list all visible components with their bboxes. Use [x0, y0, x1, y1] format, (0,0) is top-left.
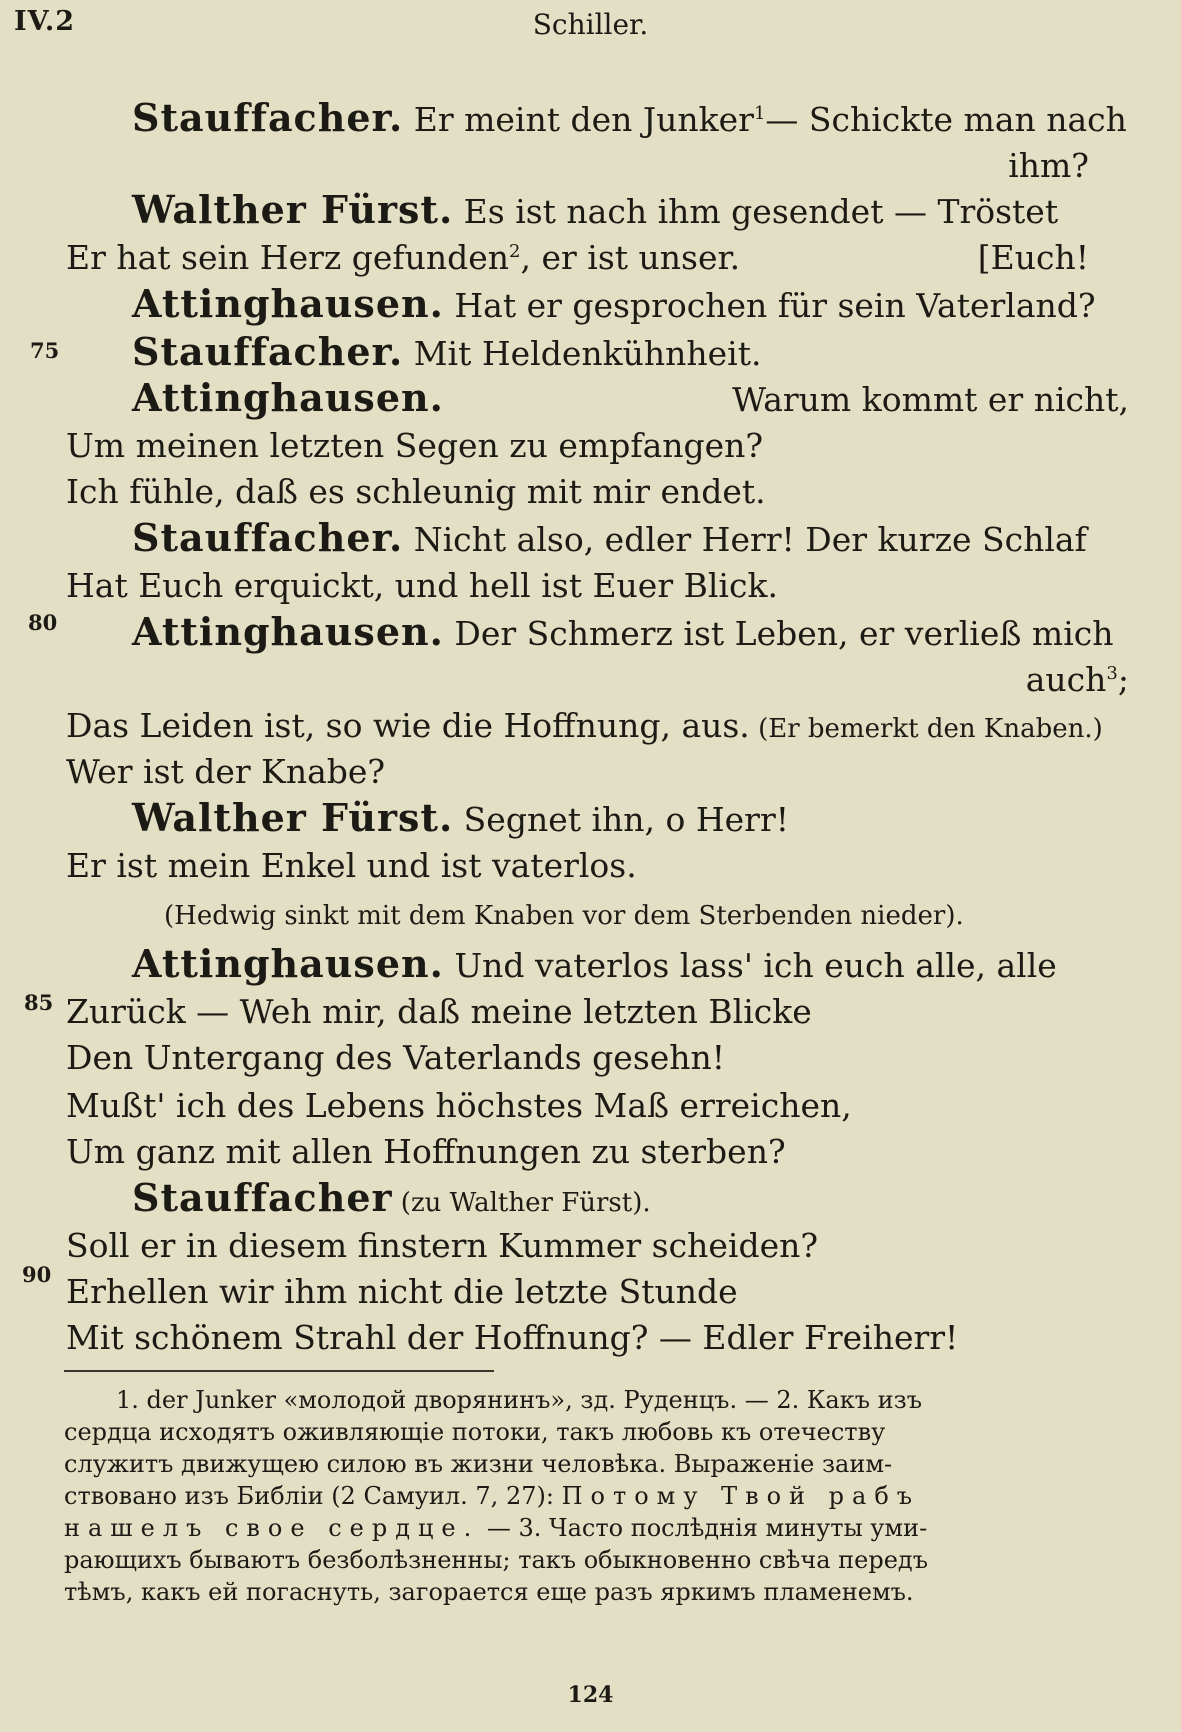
verse-line: Er ist mein Enkel und ist vaterlos.: [66, 846, 637, 885]
footnote-line: рающихъ бываютъ безболѣзненны; такъ обыкновенно свѣча передъ: [64, 1546, 928, 1574]
speaker-name: Stauffacher.: [132, 515, 404, 560]
speaker-name: Walther Fürst.: [132, 795, 454, 840]
verse-line: Attinghausen. Der Schmerz ist Leben, er verließ mich: [132, 609, 1114, 654]
verse-line: Erhellen wir ihm nicht die letzte Stunde: [66, 1272, 738, 1311]
verse-line: [132, 375, 444, 420]
line-number-80: 80: [28, 610, 58, 635]
verse-continuation: ihm?: [1008, 146, 1089, 185]
speaker-name: Attinghausen.: [132, 609, 444, 654]
footnote-line: служитъ движущею силою въ жизни человѣка. Выраженіе заим-: [64, 1450, 893, 1478]
verse-continuation: auch$^3$;: [1025, 660, 1129, 699]
footnote-line: нашелъ свое сердце. — 3. Часто послѣднія минуты уми-: [64, 1514, 928, 1542]
verse-right-part: Warum kommt er nicht,: [732, 380, 1129, 419]
stage-direction: (zu Walther Fürst).: [392, 1188, 651, 1218]
verse-line: Zurück — Weh mir, daß meine letzten Blicke: [66, 992, 812, 1031]
verse-line: Er hat sein Herz gefunden$^2$, er ist unser.: [66, 238, 741, 277]
stage-direction: (Hedwig sinkt mit dem Knaben vor dem Sterbenden nieder).: [164, 901, 964, 931]
stage-direction: (Er bemerkt den Knaben.): [749, 714, 1103, 744]
verse-line: Attinghausen. Hat er gesprochen für sein Vaterland?: [132, 281, 1096, 326]
verse-line: Um meinen letzten Segen zu empfangen?: [66, 426, 764, 465]
line-number-90: 90: [22, 1262, 52, 1287]
footnote-line: 1. der Junker «молодой дворянинъ», зд. Руденцъ. — 2. Какъ изъ: [116, 1386, 922, 1414]
verse-line: Mußt' ich des Lebens höchstes Maß erreichen,: [66, 1086, 852, 1125]
footnotes: [64, 1384, 1129, 1608]
footnote-line: ствовано изъ Библіи (2 Самуил. 7, 27): Потому Твой рабъ: [64, 1482, 921, 1510]
speaker-name: Attinghausen.: [132, 941, 444, 986]
speaker-name: Attinghausen.: [132, 375, 444, 420]
speaker-name: Stauffacher.: [132, 329, 404, 374]
page-number: 124: [567, 1682, 614, 1708]
running-header: Schiller.: [532, 8, 649, 41]
verse-line: Walther Fürst. Segnet ihn, o Herr!: [132, 795, 789, 840]
verse-line: Stauffacher. Er meint den Junker$^1$— Schickte man nach: [132, 95, 1127, 140]
footnote-line: тѣмъ, какъ ей погаснуть, загорается еще разъ яркимъ пламенемъ.: [64, 1578, 914, 1606]
verse-line: Walther Fürst. Es ist nach ihm gesendet — Tröstet: [132, 187, 1059, 232]
verse-line: Den Untergang des Vaterlands gesehn!: [66, 1038, 726, 1077]
speaker-name: Stauffacher: [132, 1175, 393, 1220]
line-number-85: 85: [24, 990, 54, 1015]
speaker-name: Attinghausen.: [132, 281, 444, 326]
verse-line: Mit schönem Strahl der Hoffnung? — Edler Freiherr!: [66, 1318, 959, 1357]
verse-line: [132, 1175, 651, 1223]
verse-bracket-word: [Euch!: [977, 238, 1089, 277]
verse-line: Stauffacher. Nicht also, edler Herr! Der kurze Schlaf: [132, 515, 1087, 560]
section-number: IV.2: [14, 6, 76, 37]
verse-line: Wer ist der Knabe?: [66, 752, 386, 791]
line-number-75: 75: [30, 338, 60, 363]
verse-line: Ich fühle, daß es schleunig mit mir endet.: [66, 472, 766, 511]
verse-line: Soll er in diesem finstern Kummer scheiden?: [66, 1226, 819, 1265]
footnote-ref: 3: [1106, 663, 1118, 684]
verse-line: Stauffacher. Mit Heldenkühnheit.: [132, 329, 762, 374]
footnote-ref: 2: [509, 241, 521, 262]
verse-line: Um ganz mit allen Hoffnungen zu sterben?: [66, 1132, 786, 1171]
verse-line: Attinghausen. Und vaterlos lass' ich euch alle, alle: [132, 941, 1057, 986]
verse-line: Hat Euch erquickt, und hell ist Euer Blick.: [66, 566, 778, 605]
verse-line: Das Leiden ist, so wie die Hoffnung, aus. (Er bemerkt den Knaben.): [66, 706, 1103, 745]
footnote-line: сердца исходятъ оживляющіе потоки, такъ любовь къ отечеству: [64, 1418, 886, 1446]
footnote-divider: [64, 1370, 494, 1372]
footnote-ref: 1: [753, 103, 766, 124]
speaker-name: Walther Fürst.: [132, 187, 454, 232]
speaker-name: Stauffacher.: [132, 95, 404, 140]
